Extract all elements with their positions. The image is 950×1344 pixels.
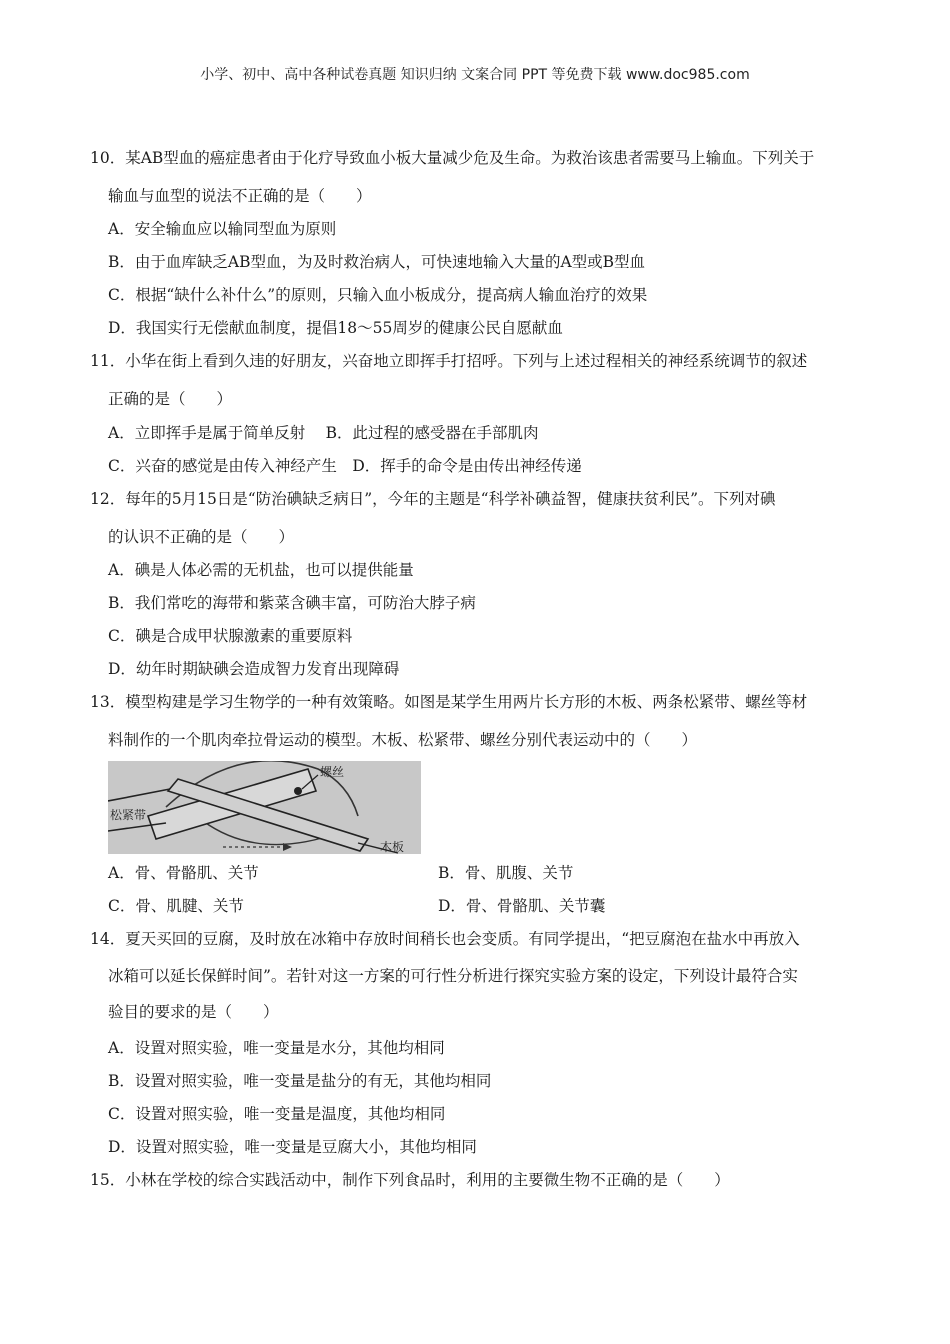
q14-option-b: B．设置对照实验，唯一变量是盐分的有无，其他均相同 [108, 1072, 492, 1090]
q12-stem-line-1: 12．每年的5月15日是“防治碘缺乏病日”，今年的主题是“科学补碘益智，健康扶贫利民”。下列对碘 [90, 490, 776, 508]
label-elastic-band: 松紧带 [110, 808, 147, 822]
label-screw: 螺丝 [320, 765, 345, 779]
q14-stem-line-2: 冰箱可以延长保鲜时间”。若针对这一方案的可行性分析进行探究实验方案的设定，下列设计最符合实 [108, 967, 798, 985]
q13-option-c: C．骨、肌腱、关节 [108, 897, 244, 915]
q11-options-ab: A．立即挥手是属于简单反射 B．此过程的感受器在手部肌肉 [108, 424, 539, 442]
q12-option-b: B．我们常吃的海带和紫菜含碘丰富，可防治大脖子病 [108, 594, 476, 612]
q13-stem-line-1: 13．模型构建是学习生物学的一种有效策略。如图是某学生用两片长方形的木板、两条松紧带、螺丝等材 [90, 693, 808, 711]
screw-icon [294, 787, 302, 795]
q14-stem-line-1: 14．夏天买回的豆腐，及时放在冰箱中存放时间稍长也会变质。有同学提出，“把豆腐泡在盐水中再放入 [90, 930, 800, 948]
muscle-bone-model-figure [108, 761, 421, 854]
q10-option-d: D．我国实行无偿献血制度，提倡18～55周岁的健康公民自愿献血 [108, 319, 563, 337]
q11-stem-line-2: 正确的是（ ） [108, 390, 233, 408]
label-board: 木板 [380, 840, 405, 854]
q12-option-a: A．碘是人体必需的无机盐，也可以提供能量 [108, 561, 414, 579]
q14-option-d: D．设置对照实验，唯一变量是豆腐大小，其他均相同 [108, 1138, 477, 1156]
q10-stem-line-2: 输血与血型的说法不正确的是（ ） [108, 187, 372, 205]
q10-stem-line-1: 10．某AB型血的癌症患者由于化疗导致血小板大量减少危及生命。为救治该患者需要马上输血。下列关于 [90, 149, 815, 167]
model-drawing [108, 761, 421, 854]
q13-option-d: D．骨、骨骼肌、关节囊 [438, 897, 606, 915]
q14-stem-line-3: 验目的要求的是（ ） [108, 1003, 279, 1021]
q12-option-d: D．幼年时期缺碘会造成智力发育出现障碍 [108, 660, 400, 678]
q10-option-a: A．安全输血应以输同型血为原则 [108, 220, 337, 238]
q11-options-cd: C．兴奋的感觉是由传入神经产生 D．挥手的命令是由传出神经传递 [108, 457, 582, 475]
q12-stem-line-2: 的认识不正确的是（ ） [108, 528, 295, 546]
q12-option-c: C．碘是合成甲状腺激素的重要原料 [108, 627, 353, 645]
q14-option-a: A．设置对照实验，唯一变量是水分，其他均相同 [108, 1039, 445, 1057]
q13-option-b: B．骨、肌腹、关节 [438, 864, 574, 882]
q14-option-c: C．设置对照实验，唯一变量是温度，其他均相同 [108, 1105, 446, 1123]
q13-stem-line-2: 料制作的一个肌肉牵拉骨运动的模型。木板、松紧带、螺丝分别代表运动中的（ ） [108, 731, 698, 749]
page-header: 小学、初中、高中各种试卷真题 知识归纳 文案合同 PPT 等免费下载 www.doc985.com [200, 67, 750, 83]
q11-stem-line-1: 11．小华在街上看到久违的好朋友，兴奋地立即挥手打招呼。下列与上述过程相关的神经系统调节的叙述 [90, 352, 808, 370]
q10-option-c: C．根据“缺什么补什么”的原则，只输入血小板成分，提高病人输血治疗的效果 [108, 286, 648, 304]
q10-option-b: B．由于血库缺乏AB型血，为及时救治病人，可快速地输入大量的A型或B型血 [108, 253, 646, 271]
q15-stem-line-1: 15．小林在学校的综合实践活动中，制作下列食品时，利用的主要微生物不正确的是（ ） [90, 1171, 730, 1189]
q13-option-a: A．骨、骨骼肌、关节 [108, 864, 259, 882]
